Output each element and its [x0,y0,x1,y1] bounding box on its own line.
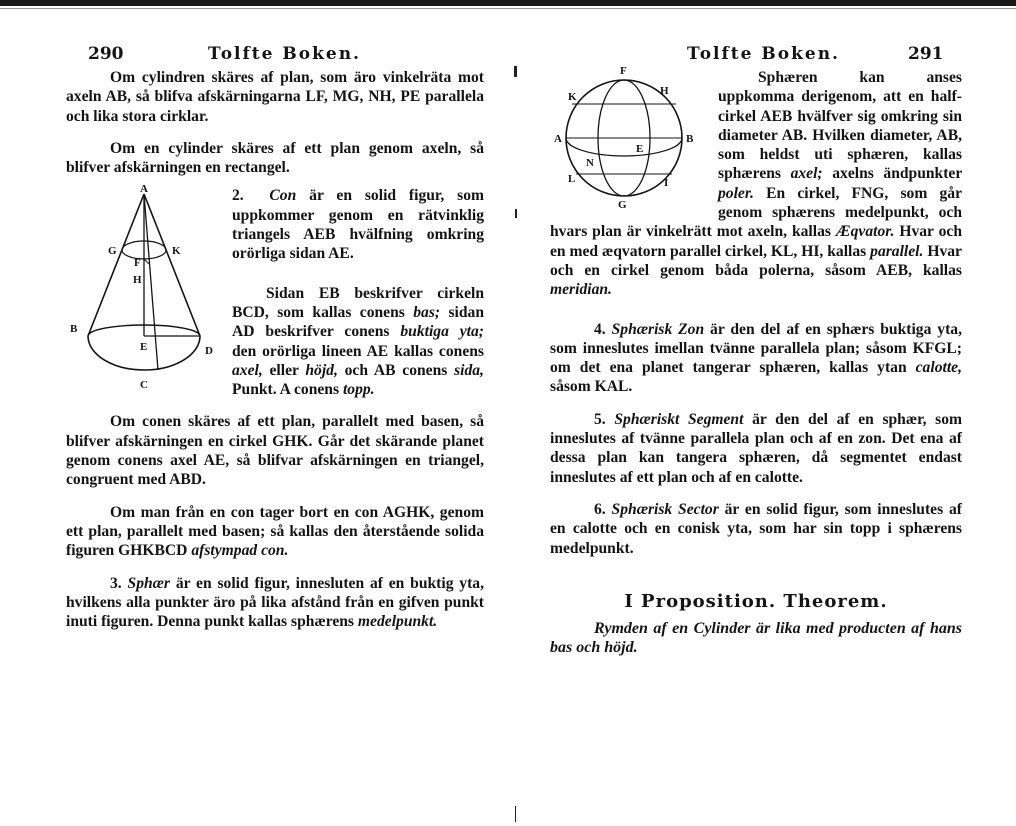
paragraph-zon [550,320,962,397]
page-number: 291 [908,44,944,64]
cone-label-C: C [140,379,148,391]
cone-label-K: K [172,245,181,258]
left-page-header [66,44,484,68]
paragraph-cylinder-axial: Om en cylinder skäres af ett plan genom axeln, så blifver afskärningen en rectangel. [66,139,484,177]
cone-label-A: A [140,183,148,196]
sphere-label-G: G [618,199,627,210]
cone-label-G: G [108,245,117,258]
term-axel: axel, [232,361,263,379]
section-number: 6. [594,500,606,518]
sphere-label-F: F [620,65,627,77]
term-hojd: höjd, [305,361,338,379]
paragraph-sector [550,500,962,558]
term-meridian: meridian. [550,281,612,299]
right-page [550,44,962,658]
running-title: Tolfte Boken. [687,44,840,64]
sphere-parallel-text: Hvar och en med æqvatorn parallel cirkel, KL, HI, kallas [550,223,962,260]
cone-eller-text: eller [269,361,299,379]
term-afstympad-con: afstympad con. [191,542,289,560]
sphere-axis-text: Hvilken diameter, AB, som heldst uti sphæren, kallas sphærens [718,126,962,183]
term-sphaeriskt-segment: Sphæriskt Segment [614,410,744,428]
term-parallel: parallel. [870,242,924,260]
term-sphaerisk-sector: Sphærisk Sector [611,500,719,518]
term-medelpunkt: medelpunkt. [357,613,438,631]
section-number: 3. [110,574,122,592]
paragraph-cylinder-perpendicular: Om cylindren skäres af plan, som äro vinkelräta mot axeln AB, så blifva afskärningarna LF, MG, NH, PE parallela och lika stora cirklar. [66,69,484,125]
paragraph-frustum [66,503,484,561]
sphere-figure [550,62,710,210]
theorem-statement: Rymden af en Cylinder är lika med producten af hans bas och höjd. [550,620,962,657]
section-number: 2. [232,187,244,205]
sphere-equator-text: En cirkel, FNG, som går genom sphærens medelpunkt, och hvars plan är vinkelrätt mot axeln, kallas [550,184,962,241]
paragraph-segment [550,410,962,487]
sphere-label-K: K [568,91,577,103]
cone-surface-text: sidan AD beskrifver conens [232,303,484,341]
term-axel: axel; [790,165,823,183]
page-top-border [0,0,1016,6]
paragraph-cone-plane: Om conen skäres af ett plan, parallelt med basen, så blifver afskärningen en cirkel GHK. Går det skärande planet genom conens axel AE, så blifvar afskärningen en triangel, congruent med ABD. [66,413,484,489]
cone-label-F: F [134,257,141,270]
cone-axis-text: den orörliga lineen AE kallas conens [232,342,484,360]
left-page [66,44,484,631]
page-top-rule [0,8,1016,9]
term-buktiga-yta: buktiga yta; [400,323,484,341]
sector-text: är en solid figur, som inneslutes af en calotte och en conisk yta, som har sin topp i sphærens medelpunkt. [550,500,962,557]
sphere-generation-text: Sphæren kan anses uppkomma derigenom, att en half-cirkel AEB hvälfver sig omkring sin diameter AB. [718,69,962,144]
term-sida: sida, [454,361,484,379]
term-sphaerisk-zon: Sphærisk Zon [611,320,705,338]
cone-base-text: Sidan EB beskrifver cirkeln BCD, som kallas conens [232,284,484,321]
cone-label-B: B [70,323,78,336]
sphere-label-E: E [636,143,644,155]
sphere-label-A: A [554,133,562,145]
zon-text: är den del af en sphærs buktiga yta, som inneslutes imellan tvänne parallela plan; såsom KFGL; om det ena planet tangerar sphæren, kallas ytan [550,320,962,377]
gutter-mark [515,209,517,218]
page-number: 290 [88,44,124,64]
cone-side-text: och AB conens [344,361,448,379]
cone-label-H: H [133,274,142,287]
sphere-label-L: L [568,173,576,185]
paragraph-sphere-definition [66,574,484,632]
right-page-header [550,44,962,68]
term-calotte: calotte, [915,359,962,377]
sphere-label-I: I [664,177,669,189]
sphere-label-H: H [660,85,669,97]
cone-definition-text: är en solid figur, som uppkommer genom en rätvinklig triangels AEB hvälfning omkring orörliga sidan AE. [232,187,484,263]
term-bas: bas; [413,303,441,321]
sphere-meridian-text: Hvar och en cirkel genom båda polerna, såsom AEB, kallas [550,242,962,279]
sphere-poles-text: axelns ändpunkter [832,165,962,183]
section-number: 4. [594,320,606,338]
term-sphaer: Sphær [127,574,170,592]
sphere-label-N: N [586,157,594,169]
gutter-mark [514,66,517,77]
sphere-label-B: B [686,133,694,145]
segment-text: är den del af en sphær, som inneslutes af tvänne parallela plan och af en zon. Det ena af dessa plan kan tangera sphæren, då segmentet endast inneslutes af ett plan och af en calotte. [550,410,962,486]
frustum-text: Om man från en con tager bort en con AGHK, genom ett plan, parallelt med basen; så kallas den återstående solida figuren GHKBCD [66,503,484,560]
gutter-mark [515,806,516,822]
cone-label-D: D [205,345,213,358]
cone-label-E: E [140,341,148,354]
term-aeqvator: Æqvator. [835,223,895,241]
running-title: Tolfte Boken. [208,44,361,64]
sphere-definition-text: är en solid figur, innesluten af en buktig yta, hvilkens alla punkter äro på lika afstånd från en gifven punkt inuti figuren. Denna punkt kallas sphærens [66,574,484,631]
proposition-heading: I Proposition. Theorem. [624,590,888,612]
cone-apex-text: Punkt. A conens [232,381,340,399]
section-number: 5. [594,410,606,428]
term-con: Con [269,187,297,205]
zon-example: såsom KAL. [550,378,633,396]
term-poler: poler. [718,184,754,202]
term-topp: topp. [342,381,375,399]
cone-figure [66,182,224,390]
